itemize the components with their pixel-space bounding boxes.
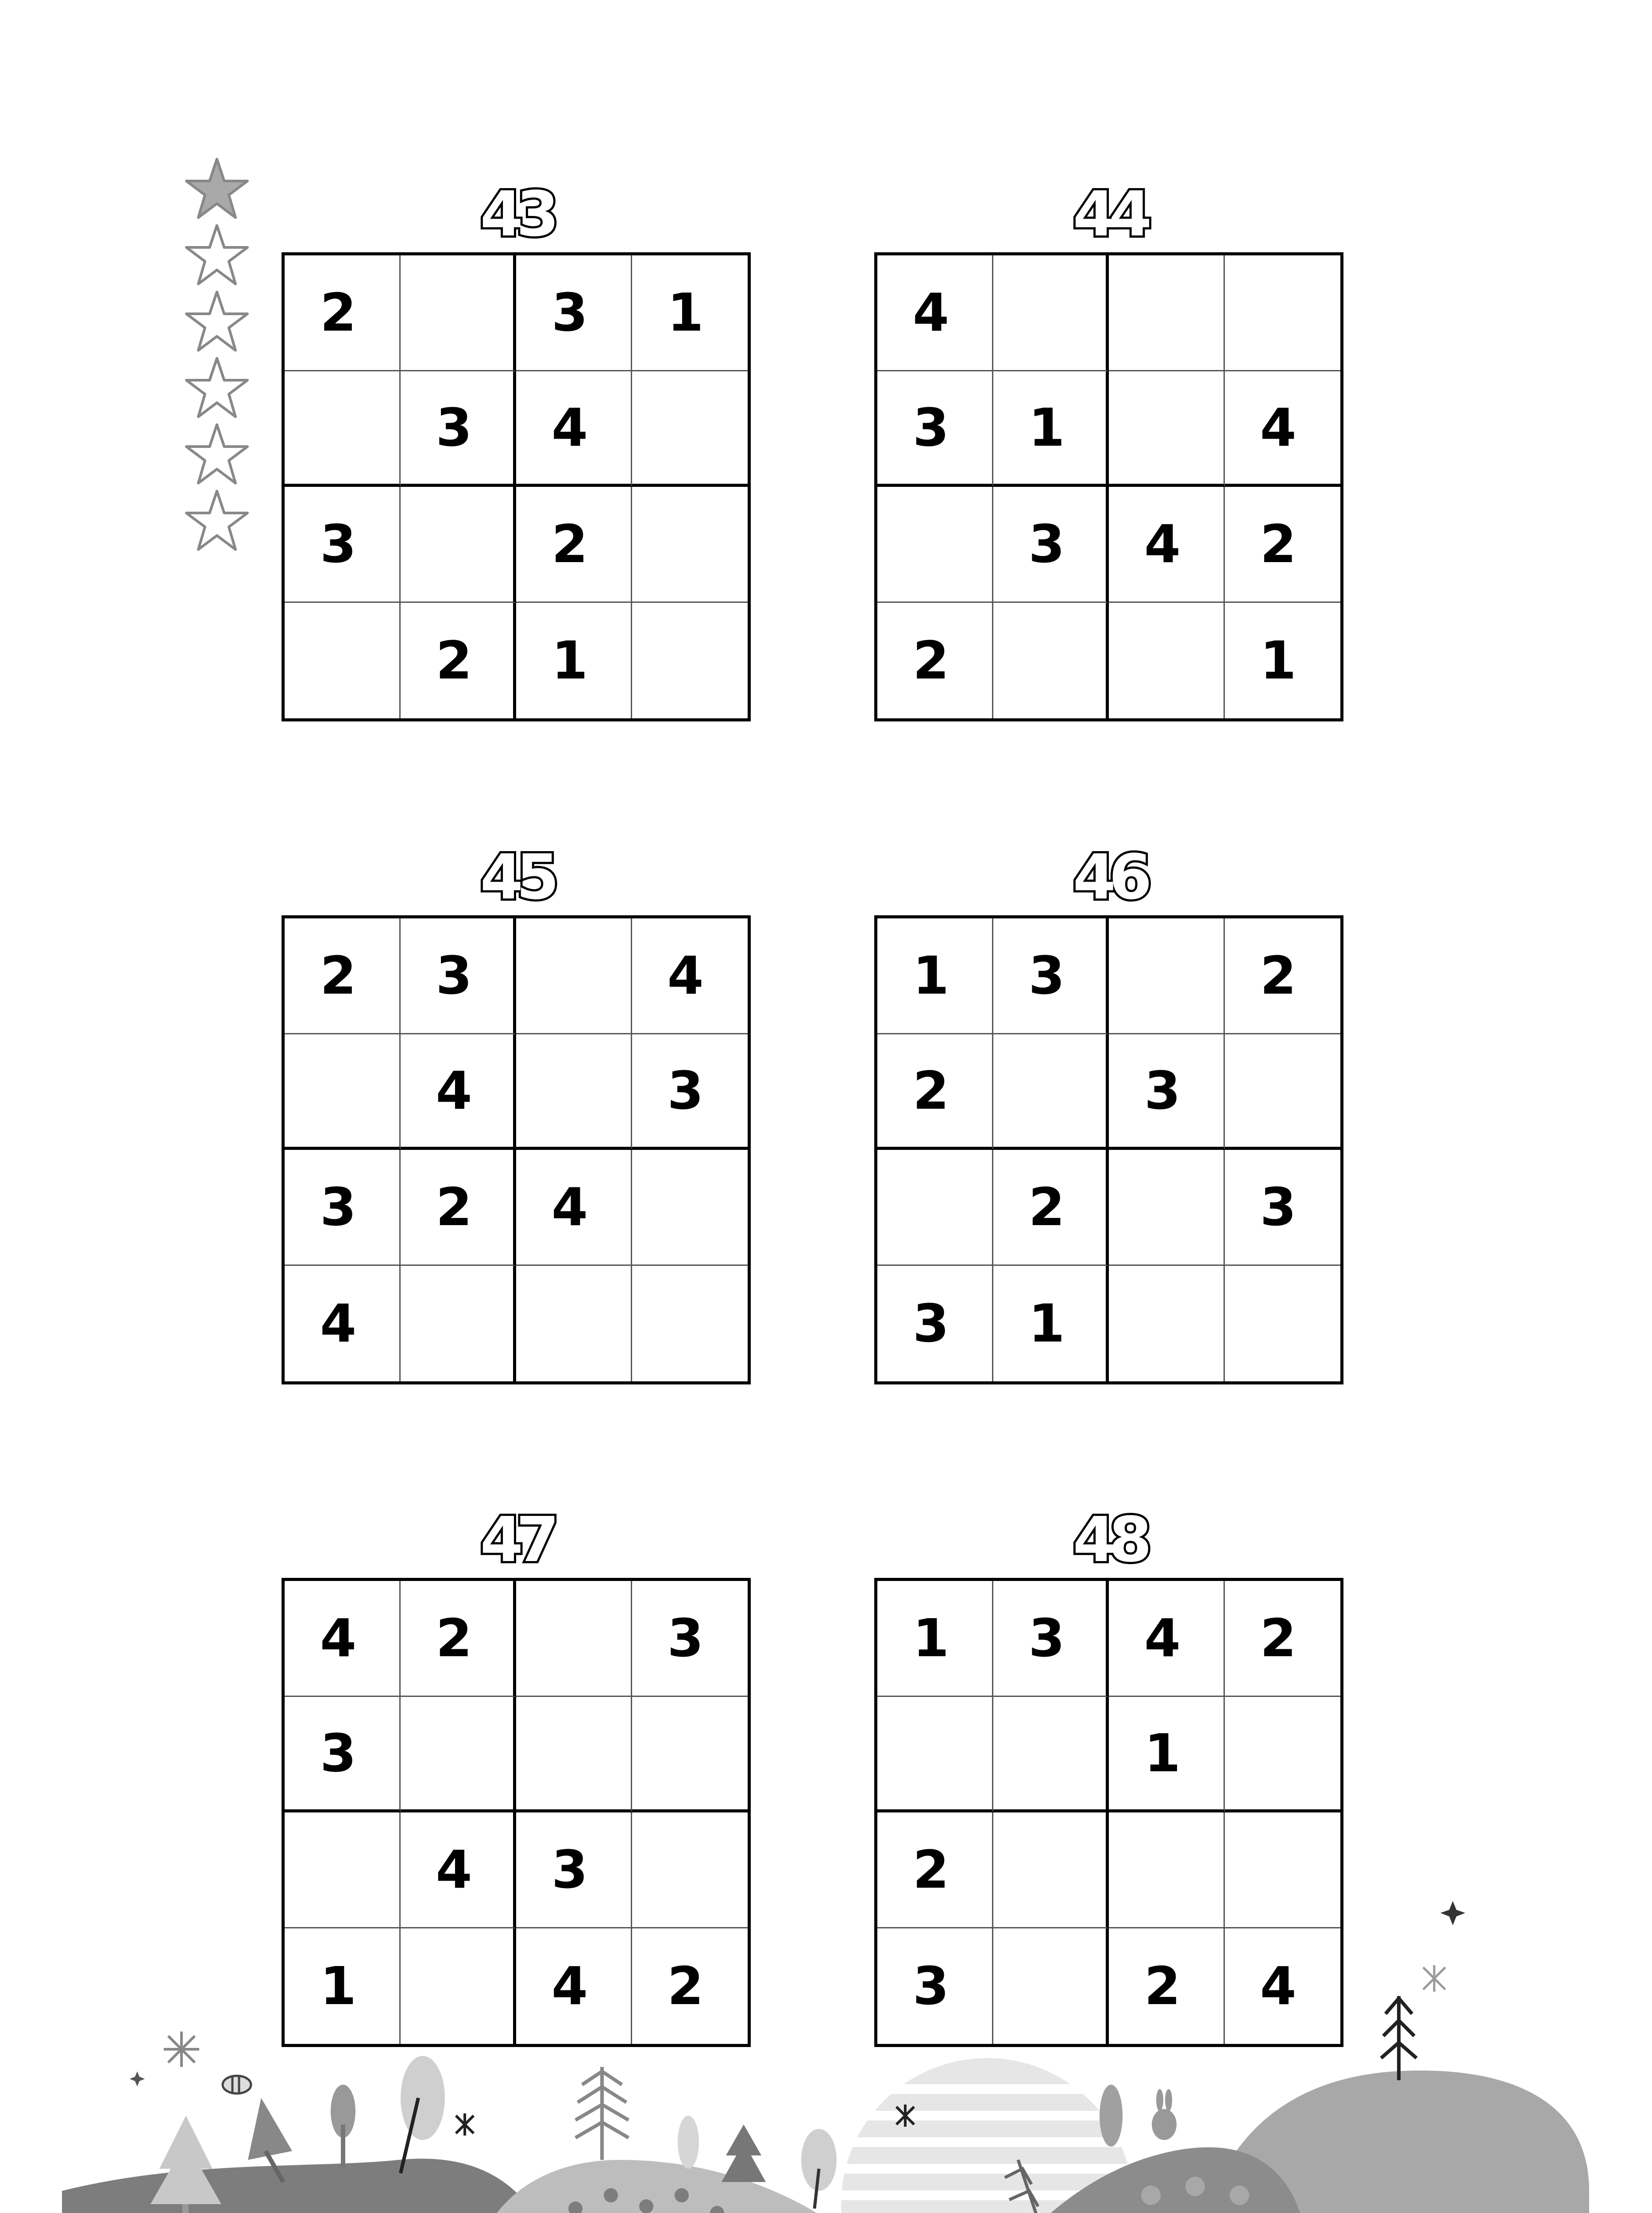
grid-cell: 3 xyxy=(993,487,1109,603)
grid-cell[interactable] xyxy=(877,1150,993,1266)
tree-icon xyxy=(801,2129,837,2209)
grid-cell[interactable] xyxy=(285,1034,401,1150)
grid-cell[interactable] xyxy=(877,487,993,603)
sparkle-icon xyxy=(130,2071,145,2086)
difficulty-rating xyxy=(181,156,252,554)
grid-cell: 1 xyxy=(516,603,632,719)
grid-cell[interactable] xyxy=(1109,918,1225,1034)
grid-cell: 3 xyxy=(877,1928,993,2044)
puzzle-48 xyxy=(874,1504,1343,2047)
sparkle-icon xyxy=(456,2113,474,2136)
puzzle-45 xyxy=(282,841,751,1384)
grid-cell[interactable] xyxy=(516,918,632,1034)
grid-cell: 3 xyxy=(632,1034,748,1150)
star-empty-icon xyxy=(184,289,250,355)
grid-cell[interactable] xyxy=(1109,1266,1225,1382)
grid-cell: 4 xyxy=(1260,1955,1297,2017)
grid-cell[interactable] xyxy=(1225,1812,1341,1928)
grid-cell[interactable] xyxy=(993,1697,1109,1813)
pine-tree-icon xyxy=(1381,1996,1417,2080)
sudoku-grid xyxy=(282,1578,751,2047)
pine-tree-icon xyxy=(575,2067,629,2160)
grid-cell[interactable] xyxy=(632,1266,748,1382)
tree-icon xyxy=(401,2056,445,2173)
grid-cell[interactable] xyxy=(401,487,517,603)
grid-cell[interactable] xyxy=(285,371,401,487)
grid-cell[interactable] xyxy=(1225,1034,1341,1150)
grid-cell: 3 xyxy=(877,1266,993,1382)
puzzle-number: 46 xyxy=(1073,841,1145,914)
grid-cell: 3 xyxy=(516,1812,632,1928)
tree-icon xyxy=(151,2116,221,2213)
puzzle-number: 48 xyxy=(1073,1504,1145,1576)
pine-tree-icon xyxy=(722,2124,766,2182)
grid-cell: 2 xyxy=(401,603,517,719)
grid-cell: 3 xyxy=(1225,1150,1341,1266)
sudoku-grid xyxy=(874,915,1343,1384)
rabbit-icon xyxy=(1152,2089,1177,2140)
sudoku-grid xyxy=(282,252,751,721)
grid-cell: 3 xyxy=(401,371,517,487)
grid-cell: 1 xyxy=(993,1266,1109,1382)
puzzle-47 xyxy=(282,1504,751,2047)
grid-cell[interactable] xyxy=(993,1034,1109,1150)
puzzle-43 xyxy=(282,178,751,721)
grid-cell: 4 xyxy=(401,1034,517,1150)
grid-cell: 4 xyxy=(285,1581,401,1697)
hill-dotted xyxy=(469,2160,885,2213)
sun-icon xyxy=(832,2058,1142,2213)
grid-cell: 3 xyxy=(285,1150,401,1266)
grid-cell[interactable] xyxy=(516,1697,632,1813)
sudoku-grid xyxy=(874,252,1343,721)
grid-cell: 2 xyxy=(285,918,401,1034)
grid-cell[interactable] xyxy=(1109,1812,1225,1928)
grid-cell: 3 xyxy=(993,1581,1109,1697)
grid-cell[interactable] xyxy=(401,1928,517,2044)
star-empty-icon xyxy=(184,355,250,421)
hill-left xyxy=(62,2159,558,2213)
grid-cell[interactable] xyxy=(993,255,1109,371)
grid-cell: 2 xyxy=(285,255,401,371)
grid-cell: 2 xyxy=(401,1581,517,1697)
sparkle-icon xyxy=(896,2105,914,2127)
puzzle-46 xyxy=(874,841,1343,1384)
hill-dark-right xyxy=(974,2147,1311,2213)
grid-cell: 2 xyxy=(1225,487,1341,603)
grid-cell: 4 xyxy=(1109,487,1225,603)
grid-cell: 3 xyxy=(877,371,993,487)
grid-cell: 3 xyxy=(1109,1034,1225,1150)
grid-cell[interactable] xyxy=(1225,1697,1341,1813)
grid-cell[interactable] xyxy=(401,255,517,371)
grid-cell: 2 xyxy=(877,603,993,719)
grid-cell[interactable] xyxy=(877,1697,993,1813)
grid-cell: 2 xyxy=(401,1150,517,1266)
grid-cell[interactable] xyxy=(632,487,748,603)
grid-cell: 2 xyxy=(877,1812,993,1928)
star-empty-icon xyxy=(184,421,250,488)
sparkle-icon xyxy=(1440,1901,1465,1925)
star-empty-icon xyxy=(184,222,250,289)
grid-cell: 2 xyxy=(667,1955,704,2017)
grid-cell[interactable] xyxy=(516,1581,632,1697)
grid-cell: 2 xyxy=(1225,1581,1341,1697)
grid-cell[interactable] xyxy=(285,1812,401,1928)
grid-cell[interactable] xyxy=(1225,255,1341,371)
grid-cell: 3 xyxy=(632,1581,748,1697)
grid-cell[interactable] xyxy=(993,603,1109,719)
grid-cell[interactable] xyxy=(1109,603,1225,719)
puzzle-number: 44 xyxy=(1073,178,1145,251)
grid-cell[interactable] xyxy=(1109,255,1225,371)
tree-icon xyxy=(331,2085,355,2169)
grid-cell[interactable] xyxy=(516,1034,632,1150)
grid-cell[interactable] xyxy=(285,603,401,719)
grid-cell[interactable] xyxy=(632,1697,748,1813)
grid-cell: 1 xyxy=(877,918,993,1034)
grid-cell: 3 xyxy=(516,255,632,371)
grid-cell[interactable] xyxy=(401,1266,517,1382)
grid-cell: 1 xyxy=(877,1581,993,1697)
bee-icon xyxy=(223,2076,251,2093)
grid-cell: 4 xyxy=(1109,1581,1225,1697)
grid-cell: 1 xyxy=(285,1928,401,2044)
grid-cell[interactable] xyxy=(1109,1150,1225,1266)
grid-cell[interactable] xyxy=(632,371,748,487)
grid-cell: 4 xyxy=(632,918,748,1034)
grid-cell[interactable] xyxy=(516,1266,632,1382)
grid-cell: 1 xyxy=(1260,630,1297,691)
sparkle-icon xyxy=(164,2032,199,2067)
sparkle-icon xyxy=(1423,1965,1445,1992)
grid-cell[interactable] xyxy=(632,1812,748,1928)
grid-cell[interactable] xyxy=(632,603,748,719)
grid-cell: 4 xyxy=(285,1266,401,1382)
grid-cell: 4 xyxy=(401,1812,517,1928)
grid-cell: 4 xyxy=(877,255,993,371)
hill-right xyxy=(1195,2070,1589,2213)
grid-cell: 1 xyxy=(632,255,748,371)
grid-cell: 3 xyxy=(993,918,1109,1034)
puzzle-number: 43 xyxy=(480,178,552,251)
tree-icon xyxy=(248,2098,292,2182)
grid-cell: 2 xyxy=(1225,918,1341,1034)
grid-cell: 4 xyxy=(516,371,632,487)
grid-cell: 3 xyxy=(285,487,401,603)
grid-cell: 4 xyxy=(516,1928,632,2044)
tree-icon xyxy=(1100,2085,1123,2147)
grid-cell: 1 xyxy=(1109,1697,1225,1813)
pine-tree-icon xyxy=(1005,2160,1045,2213)
star-filled-icon xyxy=(184,156,250,222)
grid-cell[interactable] xyxy=(993,1928,1109,2044)
grid-cell[interactable] xyxy=(1225,1266,1341,1382)
tree-icon xyxy=(678,2116,699,2169)
star-empty-icon xyxy=(184,488,250,554)
sudoku-grid xyxy=(282,915,751,1384)
grid-cell: 2 xyxy=(877,1034,993,1150)
grid-cell: 2 xyxy=(993,1150,1109,1266)
sudoku-grid xyxy=(874,1578,1343,2047)
grid-cell[interactable] xyxy=(1109,371,1225,487)
grid-cell: 4 xyxy=(516,1150,632,1266)
grid-cell[interactable] xyxy=(401,1697,517,1813)
grid-cell: 3 xyxy=(285,1697,401,1813)
grid-cell: 1 xyxy=(993,371,1109,487)
puzzle-number: 45 xyxy=(480,841,552,914)
grid-cell: 2 xyxy=(1109,1928,1225,2044)
grid-cell[interactable] xyxy=(993,1812,1109,1928)
grid-cell: 2 xyxy=(516,487,632,603)
grid-cell: 4 xyxy=(1225,371,1341,487)
grid-cell: 3 xyxy=(401,918,517,1034)
grid-cell[interactable] xyxy=(632,1150,748,1266)
puzzle-44 xyxy=(874,178,1343,721)
puzzle-number: 47 xyxy=(480,1504,552,1576)
